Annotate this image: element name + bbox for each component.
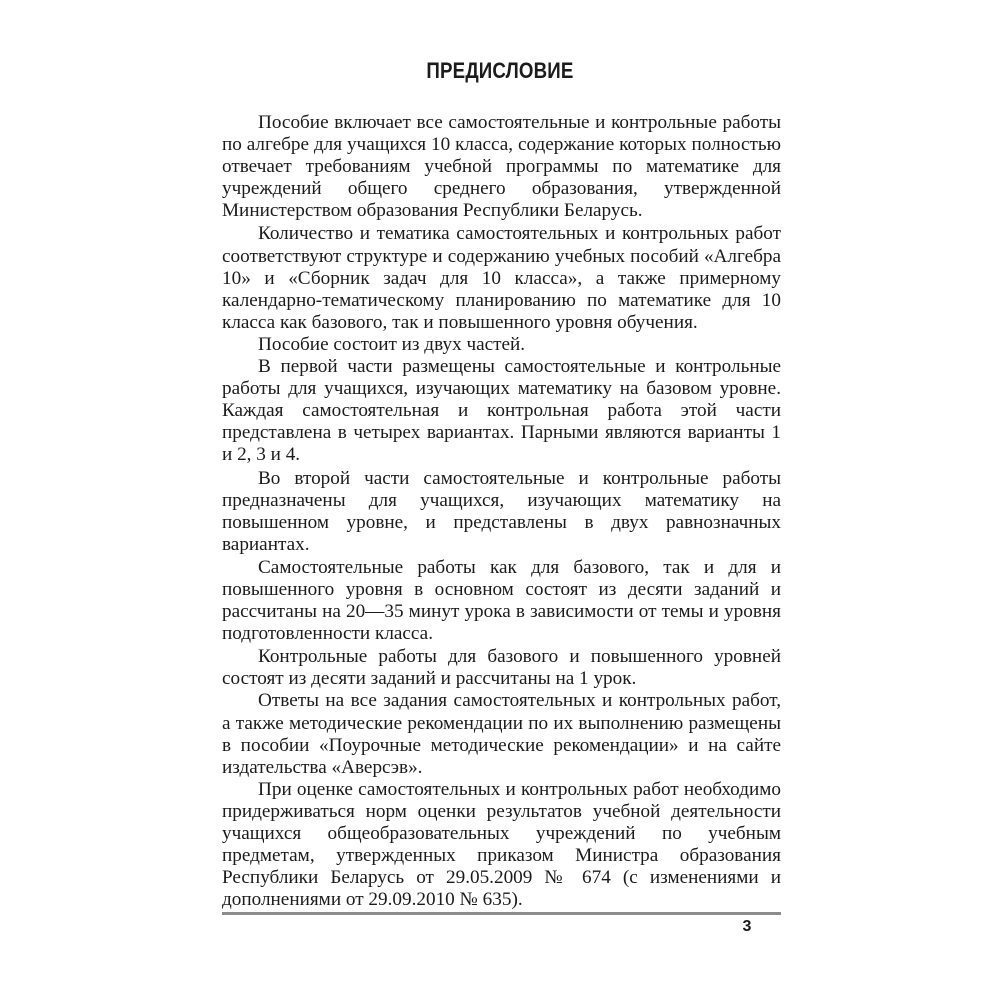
paragraph-1: Пособие включает все самостоятельные и контрольные работы по алгебре для учащихся 10 класса, содержание которых полностью отвечает требованиям учебной программы по математике для учреждений общего среднего образования, утвержденной Министерством образования Республики Беларусь. [222, 112, 781, 222]
paragraph-6: Самостоятельные работы как для базового, так и для и повышенного уровня в основном состоят из десяти заданий и рассчитаны на 20—35 минут урока в зависимости от темы и уровня подготовленности класса. [222, 556, 781, 645]
paragraph-7: Контрольные работы для базового и повышенного уровней состоят из десяти заданий и рассчитаны на 1 урок. [222, 646, 781, 690]
page-title: ПРЕДИСЛОВИЕ [426, 58, 574, 83]
paragraph-9: При оценке самостоятельных и контрольных работ необходимо придерживаться норм оценки результатов учебной деятельности учащихся общеобразовательных учреждений по учебным предметам, утвержденных приказом Министра образования Республики Беларусь от 29.05.2009 № 674 (с изменениями и дополнениями от 29.09.2010 № 635). [222, 778, 781, 911]
page-number: 3 [742, 918, 752, 935]
body-text [222, 112, 781, 911]
paragraph-5: Во второй части самостоятельные и контрольные работы предназначены для учащихся, изучающих математику на повышенном уровне, и представлены в двух равнозначных вариантах. [222, 467, 781, 555]
paragraph-4: В первой части размещены самостоятельные и контрольные работы для учащихся, изучающих математику на базовом уровне. Каждая самостоятельная и контрольная работа этой части представлена в четырех вариантах. Парными являются варианты 1 и 2, 3 и 4. [222, 356, 781, 466]
paragraph-3: Пособие состоит из двух частей. [258, 333, 526, 355]
paragraph-8: Ответы на все задания самостоятельных и контрольных работ, а также методические рекомендации по их выполнению размещены в пособии «Поурочные методические рекомендации» и на сайте издательства «Аверсэв». [222, 690, 781, 778]
footer-rule [222, 912, 781, 915]
paragraph-2: Количество и тематика самостоятельных и контрольных работ соответствуют структуре и содержанию учебных пособий «Алгебра 10» и «Сборник задач для 10 класса», а также примерному календарно-тематическому планированию по математике для 10 класса как базового, так и повышенного уровня обучения. [222, 223, 781, 333]
